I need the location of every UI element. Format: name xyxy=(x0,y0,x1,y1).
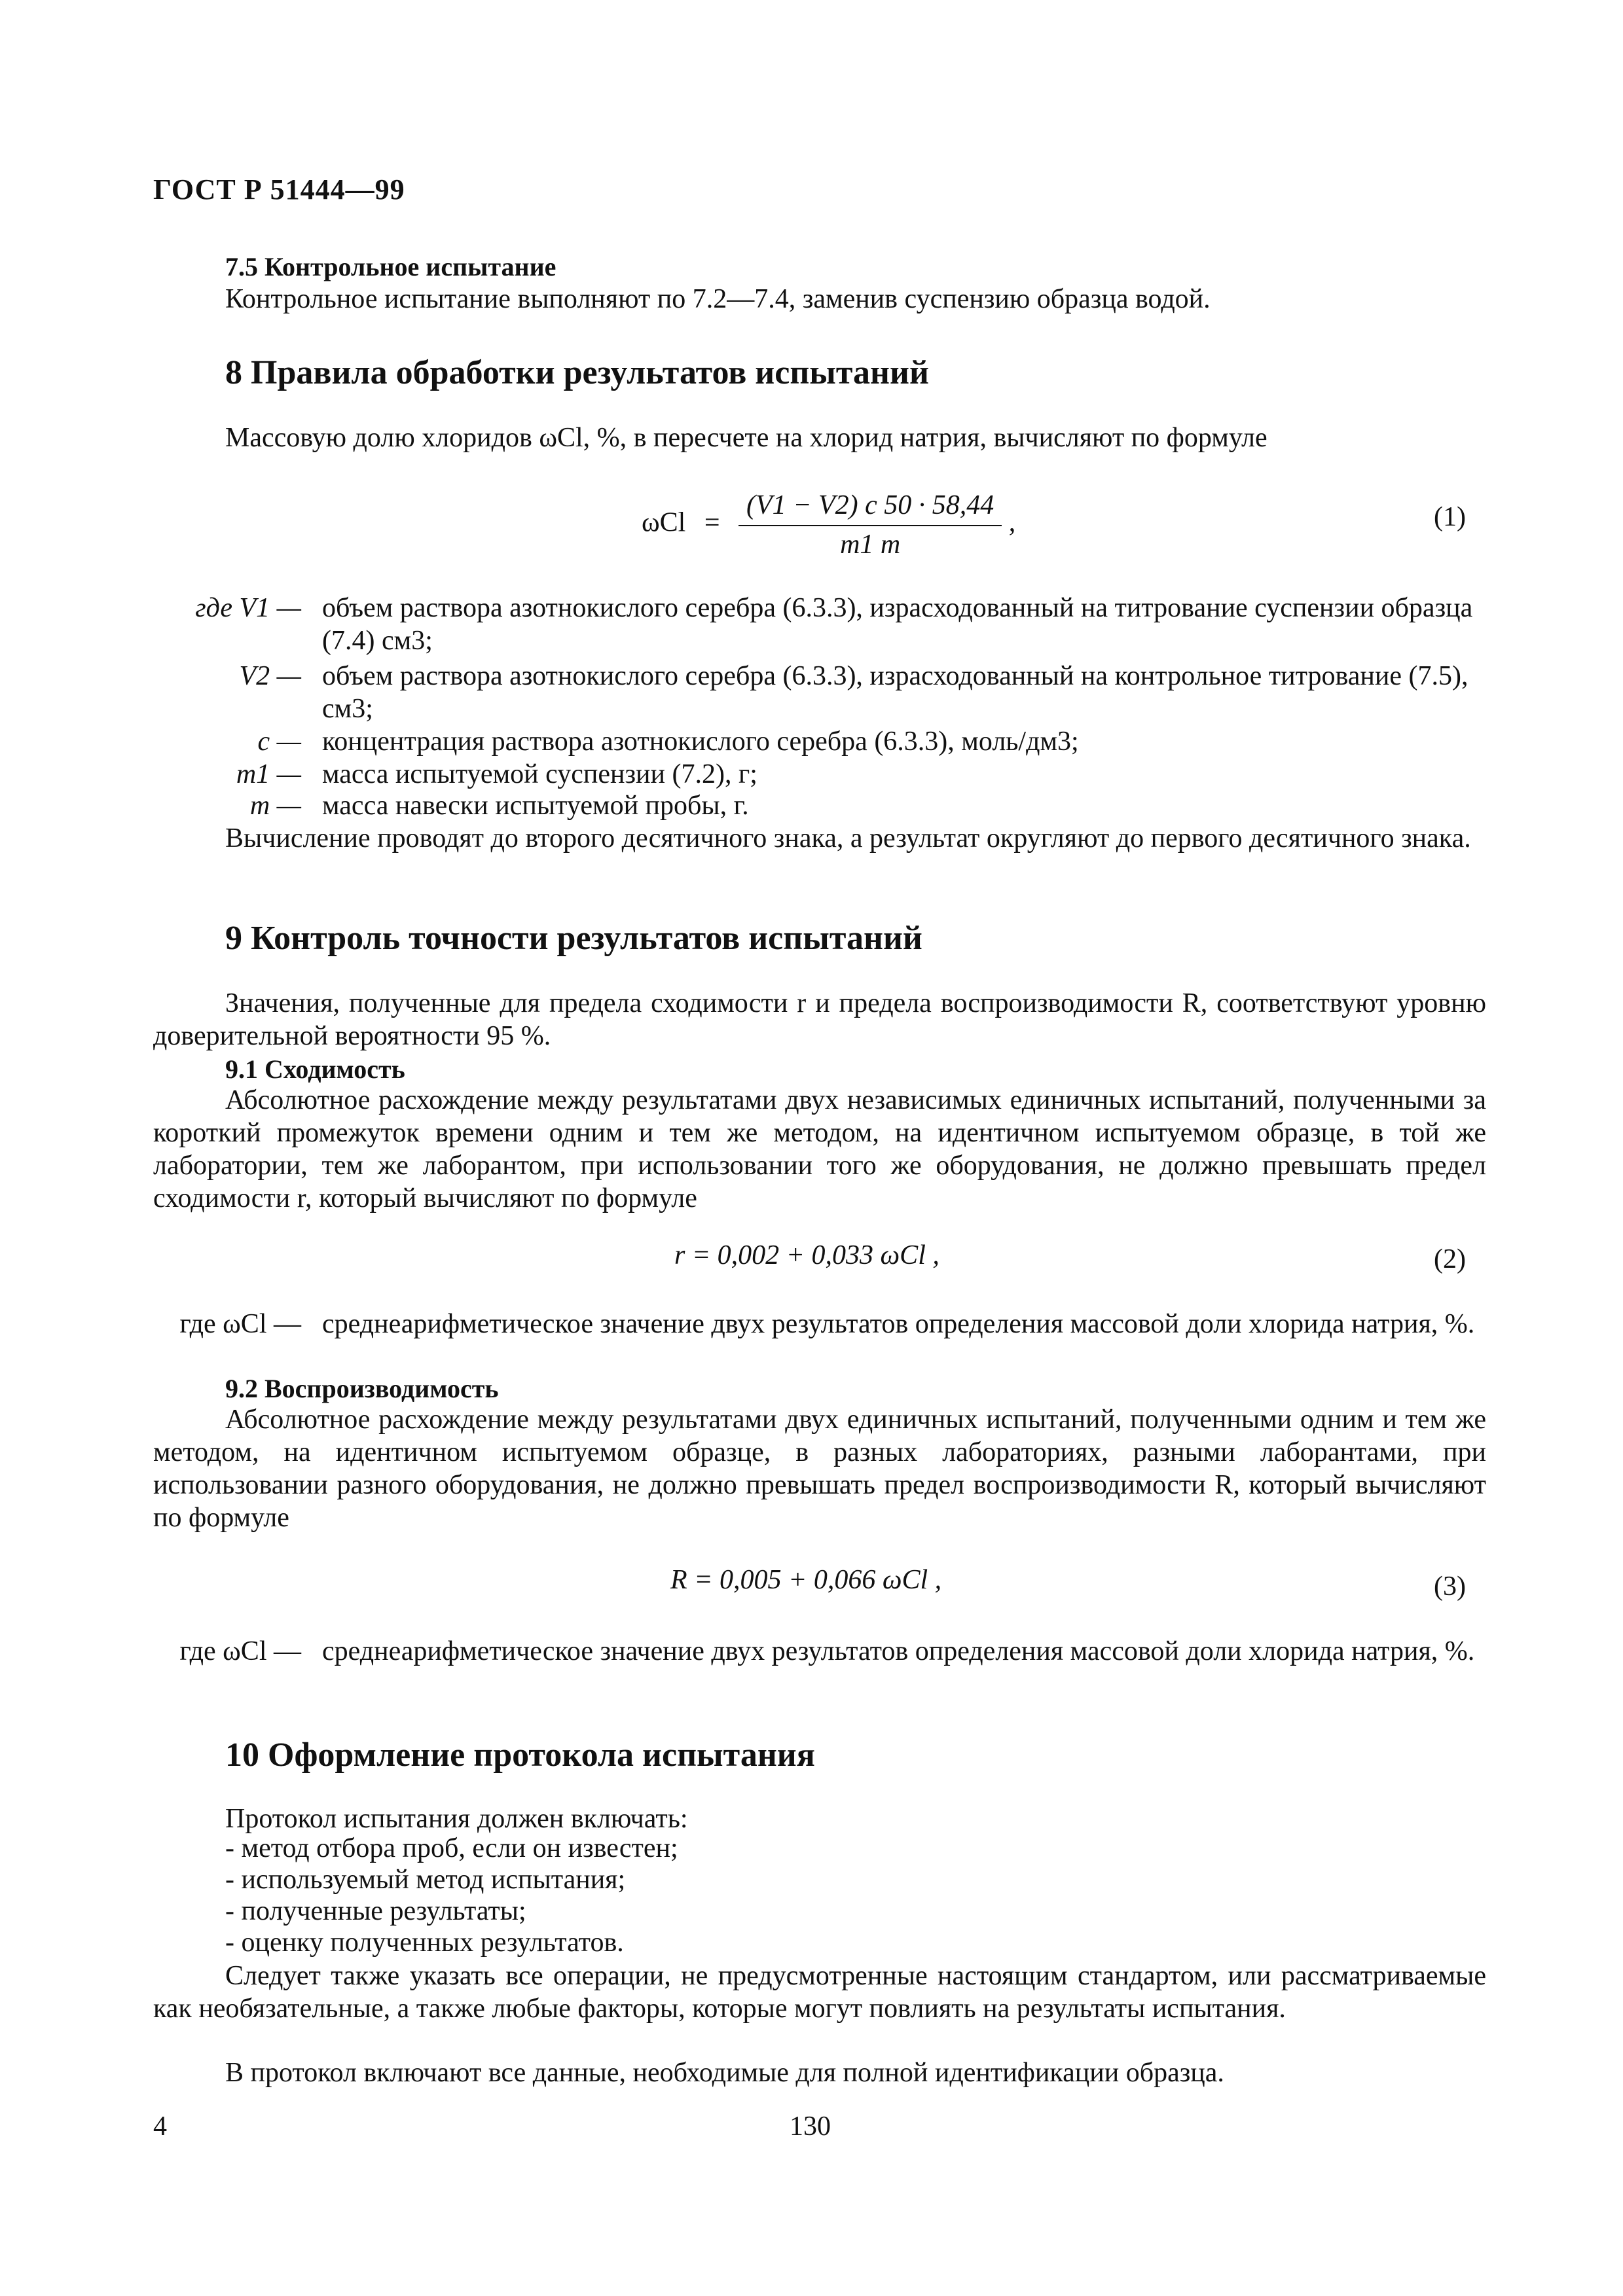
where-symbol: m — xyxy=(249,791,301,821)
section-9-1-title: 9.1 Сходимость xyxy=(225,1054,405,1084)
section-10-paragraph-3: В протокол включают все данные, необходимые для полной идентификации образца. xyxy=(225,2058,1224,2088)
page-number-left: 4 xyxy=(153,2111,167,2142)
section-7-5-title: 7.5 Контрольное испытание xyxy=(225,252,556,281)
formula-1-denominator: m1 m xyxy=(840,529,901,560)
section-10-intro: Протокол испытания должен включать: xyxy=(225,1804,688,1834)
where-text: среднеарифметическое значение двух результатов определения массовой доли хлорида натрия, %. xyxy=(322,1309,1475,1339)
section-8-intro: Массовую долю хлоридов ωCl, %, в пересчете на хлорид натрия, вычисляют по формуле xyxy=(225,423,1267,453)
formula-3-number: (3) xyxy=(1434,1571,1466,1602)
list-item: - метод отбора проб, если он известен; xyxy=(225,1833,678,1863)
section-8-note: Вычисление проводят до второго десятичного знака, а результат округляют до первого десятичного знака. xyxy=(225,823,1471,853)
formula-1-numerator: (V1 − V2) c 50 · 58,44 xyxy=(739,490,1002,526)
where-text: масса навески испытуемой пробы, г. xyxy=(322,791,749,821)
formula-1-lhs: ωCl xyxy=(642,507,686,538)
section-9-2-title: 9.2 Воспроизводимость xyxy=(225,1374,499,1403)
where-symbol: где V1 — xyxy=(195,593,301,623)
where-symbol: c — xyxy=(257,726,301,757)
list-item: - полученные результаты; xyxy=(225,1896,526,1926)
where-text: объем раствора азотнокислого серебра (6.3.3), израсходованный на титрование суспензии образца (7.4) см3; xyxy=(322,593,1473,656)
where-symbol: m1 — xyxy=(236,759,301,789)
section-10-title: 10 Оформление протокола испытания xyxy=(225,1736,815,1774)
formula-3: R = 0,005 + 0,066 ωCl , xyxy=(670,1565,942,1595)
section-9-intro: Значения, полученные для предела сходимости r и предела воспроизводимости R, соответствуют уровню доверительной вероятности 95 %. xyxy=(153,988,1486,1051)
where-text: объем раствора азотнокислого серебра (6.3.3), израсходованный на контрольное титрование (7.5), см3; xyxy=(322,661,1468,724)
section-7-5-text: Контрольное испытание выполняют по 7.2—7.4, заменив суспензию образца водой. xyxy=(225,284,1211,314)
formula-1: ωCl = $\frac{(V1 - V2) c 50 \cdot 58,44}{m1 m}$ , xyxy=(642,490,1016,560)
section-10-paragraph-2: Следует также указать все операции, не предусмотренные настоящим стандартом, или рассматриваемые как необязательные, а также любые факторы, которые могут повлиять на результаты испытания. xyxy=(153,1961,1486,2024)
list-item: - используемый метод испытания; xyxy=(225,1865,626,1895)
where-symbol: где ωCl — xyxy=(179,1636,301,1666)
where-text: концентрация раствора азотнокислого серебра (6.3.3), моль/дм3; xyxy=(322,726,1079,757)
formula-1-fraction xyxy=(739,490,1002,560)
section-9-1-text: Абсолютное расхождение между результатами двух независимых единичных испытаний, полученными за короткий промежуток времени одним и тем же методом, на идентичном испытуемом образце, в той же лаборатории, тем же лаборантом, при использовании того же оборудования, не должно превышать предел сходимости r, который вычисляют по формуле xyxy=(153,1085,1486,1213)
section-9-2-text: Абсолютное расхождение между результатами двух единичных испытаний, полученными одним и тем же методом, на идентичном испытуемом образце, в разных лабораториях, разными лаборантами, при использовании разного оборудования, не должно превышать предел воспроизводимости R, который вычисляют по формуле xyxy=(153,1405,1486,1533)
formula-2-number: (2) xyxy=(1434,1244,1466,1274)
section-9-title: 9 Контроль точности результатов испытаний xyxy=(225,920,922,957)
document-header: ГОСТ Р 51444—99 xyxy=(153,173,405,206)
list-item: - оценку полученных результатов. xyxy=(225,1928,624,1958)
formula-1-number: (1) xyxy=(1434,502,1466,532)
where-symbol: V2 — xyxy=(239,661,301,691)
page-number-center: 130 xyxy=(790,2111,831,2142)
where-symbol: где ωCl — xyxy=(179,1309,301,1339)
section-8-title: 8 Правила обработки результатов испытаний xyxy=(225,354,929,391)
where-text: масса испытуемой суспензии (7.2), г; xyxy=(322,759,757,789)
where-text: среднеарифметическое значение двух результатов определения массовой доли хлорида натрия, %. xyxy=(322,1636,1475,1666)
formula-2: r = 0,002 + 0,033 ωCl , xyxy=(674,1240,939,1270)
